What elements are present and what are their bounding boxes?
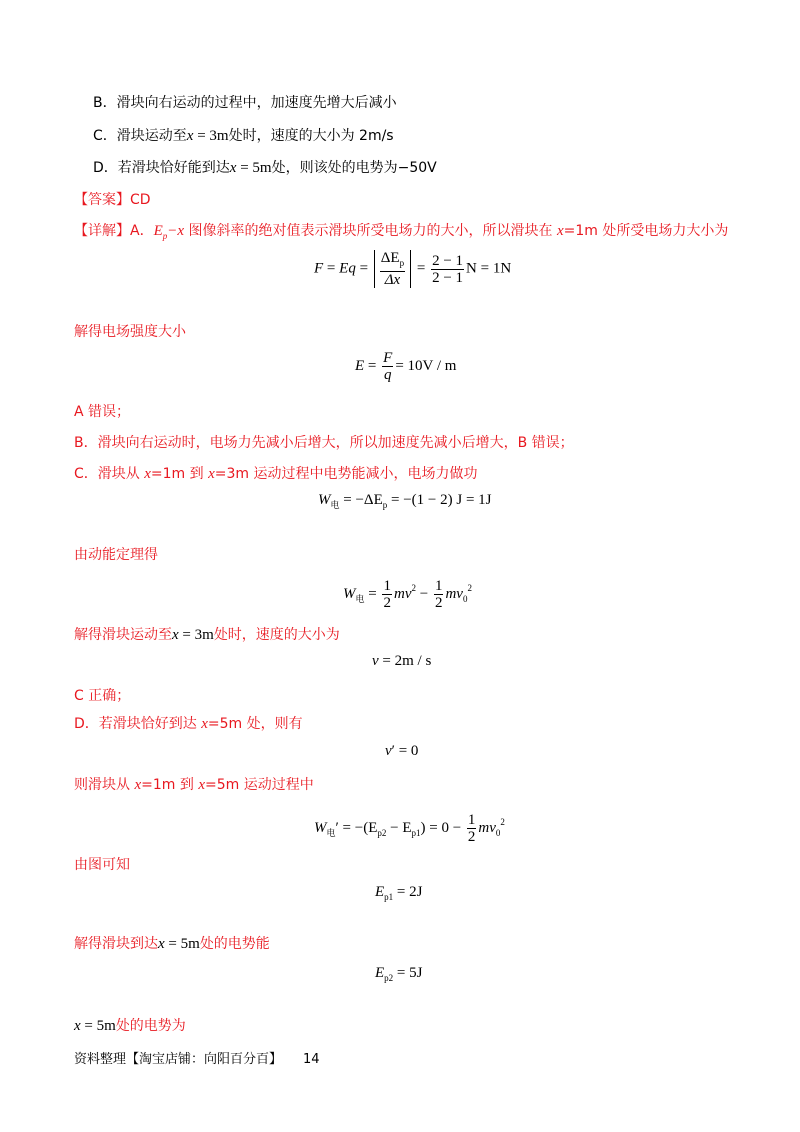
text-a-wrong: A 错误； (74, 404, 131, 420)
footer-source: 资料整理【淘宝店铺：向阳百分百】 (74, 1052, 283, 1067)
option-d: D．若滑块恰好能到达x = 5m处，则该处的电势为−50V (93, 160, 437, 176)
option-b: B．滑块向右运动的过程中，加速度先增大后减小 (93, 95, 397, 111)
text-c-analysis: C．滑块从 x=1m 到 x=3m 运动过程中电势能减小，电场力做功 (74, 466, 478, 482)
equation-force: F = Eq = $\frac{\Delta E_p}{\Delta x}$ = $\frac{2 - 1}{2 - 1}$ N = 1N (314, 250, 512, 288)
text-d-solve: 解得滑块到达x = 5m处的电势能 (74, 936, 270, 952)
text-kinetic-theorem: 由动能定理得 (74, 547, 158, 563)
equation-ep1: $E_{p1} = 2J$ (375, 884, 423, 902)
equation-work: $W_电 = -\Delta E_p = -(1 - 2) J = 1J$ (318, 492, 492, 510)
text-b-analysis: B．滑块向右运动时，电场力先减小后增大，所以加速度先减小后增大，B 错误； (74, 435, 574, 451)
text-c-correct: C 正确； (74, 688, 131, 704)
answer-value: CD (130, 192, 151, 208)
equation-work-energy: $W_电' = -(E_{p2} - E_{p1}) = 0$ − $\frac{1}{2}$ $mv_0^2$ (314, 812, 505, 846)
detail-a-line: 【详解】A．$E_p-x$ 图像斜率的绝对值表示滑块所受电场力的大小，所以滑块在 x=1m 处所受电场力大小为 (74, 223, 729, 241)
text-potential: x = 5m处的电势为 (74, 1018, 186, 1034)
text-solve-field: 解得电场强度大小 (74, 324, 186, 340)
answer-label: 【答案】 (74, 192, 130, 208)
equation-final-velocity: v′ = 0 (385, 743, 419, 759)
equation-ep2: $E_{p2} = 5J$ (375, 965, 423, 983)
equation-field: E = $\frac{F}{q}$ = 10V / m (355, 350, 457, 384)
text-d-analysis: D．若滑块恰好到达 x=5m 处，则有 (74, 716, 303, 732)
text-d-range: 则滑块从 x=1m 到 x=5m 运动过程中 (74, 777, 314, 793)
equation-velocity: v = 2m / s (372, 653, 432, 669)
detail-label: 【详解】 (74, 223, 130, 239)
equation-kinetic: $W_电$ = $\frac{1}{2}$ $mv^2$ − $\frac{1}{2}$ $mv_0^2$ (343, 578, 472, 612)
option-c: C．滑块运动至x = 3m处时，速度的大小为 2m/s (93, 128, 394, 144)
text-c-solve: 解得滑块运动至x = 3m处时，速度的大小为 (74, 627, 340, 643)
answer-line (74, 190, 151, 210)
text-from-graph: 由图可知 (74, 857, 130, 873)
page-number: 14 (303, 1052, 320, 1067)
